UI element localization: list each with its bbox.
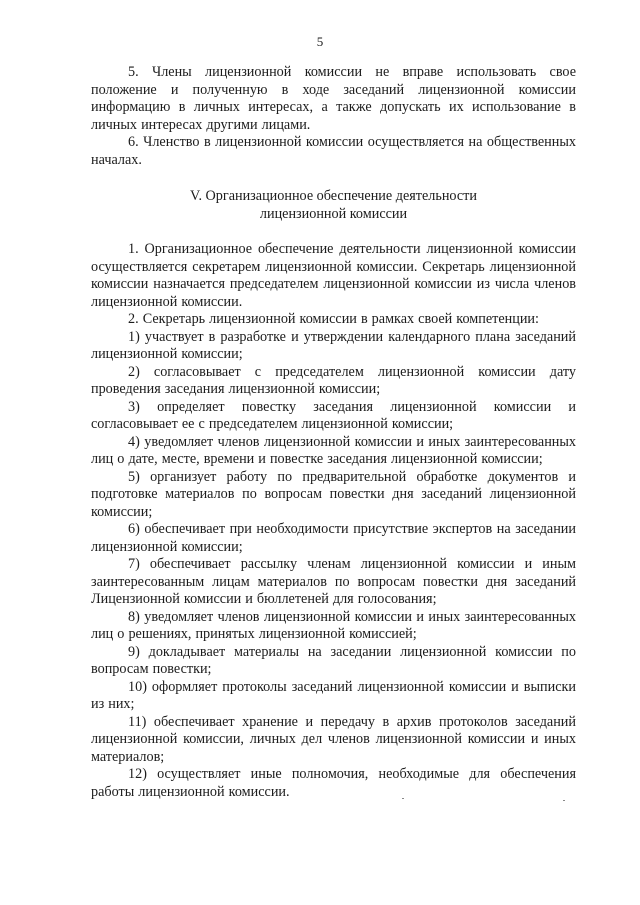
paragraph: 6. Членство в лицензионной комиссии осуществляется на общественных началах. [91,134,576,168]
section-heading-line: V. Организационное обеспечение деятельности [190,188,477,204]
document-body [91,64,576,801]
paragraph: 1. Организационное обеспечение деятельности лицензионной комиссии осуществляется секретарем лицензионной комиссии. Секретарь лицензионной комиссии назначается председателем лицензионной комиссии из числа членов лицензионной комиссии. [91,241,576,310]
list-item: 1) участвует в разработке и утверждении календарного плана заседаний лицензионной комиссии; [91,328,576,362]
page-number: 5 [316,34,324,49]
list-item: 12) осуществляет иные полномочия, необходимые для обеспечения работы лицензионной комиссии. [91,766,576,800]
scan-speck [402,798,404,799]
list-item: 9) докладывает материалы на заседании лицензионной комиссии по вопросам повестки; [91,643,576,677]
list-item: 3) определяет повестку заседания лицензионной комиссии и согласовывает ее с председателем лицензионной комиссии; [91,398,576,432]
list-item: 5) организует работу по предварительной обработке документов и подготовке материалов по вопросам повестки дня заседаний лицензионной комиссии; [91,468,576,520]
paragraph: 2. Секретарь лицензионной комиссии в рамках своей компетенции: [128,311,539,327]
list-item: 4) уведомляет членов лицензионной комиссии и иных заинтересованных лиц о дате, месте, времени и повестке заседания лицензионной комиссии; [91,433,576,467]
section-heading [91,188,576,223]
list-item: 7) обеспечивает рассылку членам лицензионной комиссии и иным заинтересованным лицам материалов по вопросам повестки дня заседаний Лицензионной комиссии и бюллетеней для голосования; [91,556,576,607]
list-item: 10) оформляет протоколы заседаний лицензионной комиссии и выписки из них; [91,678,576,712]
list-item: 2) согласовывает с председателем лицензионной комиссии дату проведения заседания лицензионной комиссии; [91,363,576,397]
list-item: 8) уведомляет членов лицензионной комиссии и иных заинтересованных лиц о решениях, принятых лицензионной комиссией; [91,608,576,642]
list-item: 6) обеспечивает при необходимости присутствие экспертов на заседании лицензионной комиссии; [91,521,576,555]
section-heading-line: лицензионной комиссии [259,205,408,222]
list-item: 11) обеспечивает хранение и передачу в архив протоколов заседаний лицензионной комиссии, личных дел членов лицензионной комиссии и иных материалов; [91,713,576,765]
paragraph: 5. Члены лицензионной комиссии не вправе использовать свое положение и полученную в ходе заседаний лицензионной комиссии информацию в личных интересах, а также допускать их использование в личных интересах другими лицами. [91,64,576,133]
scan-speck [563,800,565,801]
